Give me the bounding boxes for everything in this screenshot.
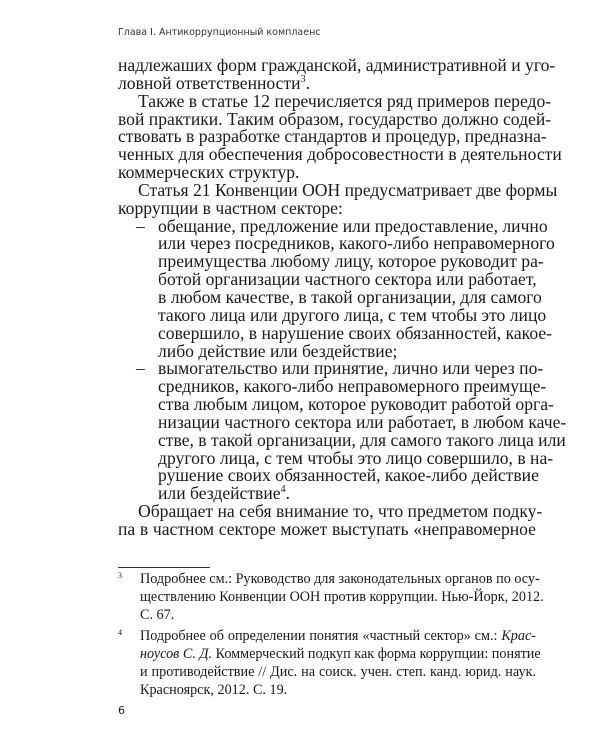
text-line: низации частного сектора или работает, в любом каче- [158,411,567,432]
text-line: ботой организации частного сектора или работает, [158,269,537,290]
list-item [118,215,555,361]
footnote-line [118,645,541,663]
dash-bullet: – [136,215,145,236]
text-line: коммерческих структур. [118,162,300,183]
footnote-line [118,570,540,588]
footnote-line [118,627,536,645]
text-line: или через посредников, какого-либо неправомерного [158,233,555,254]
text-line: надлежаших форм гражданской, административной и уго- [118,55,556,75]
text-line: такого лица или другого лица, с тем чтобы это лицо [158,304,547,325]
page-number: 6 [118,704,125,717]
text: ловной ответственности [118,72,301,93]
text-line: Статья 21 Конвенции ООН предусматривает две формы [138,179,558,200]
author-name: Крас- [501,627,536,644]
text-line: либо действие или бездействие; [158,340,398,361]
text-line: преимущества любому лицу, которое руководит ра- [158,251,544,272]
text: Коммерческий подкуп как форма коррупции: понятие [215,645,541,662]
text-line: Обращает на себя внимание то, что предметом подку- [138,501,543,522]
footnote-number: 4 [118,627,122,637]
text: Подробнее см.: Руководство для законодательных органов по осу- [140,571,540,587]
footnote-ref-3[interactable]: 3 [300,73,306,85]
running-header: Глава I. Антикоррупционный комплаенс [118,27,321,38]
dash-bullet: – [136,358,145,379]
text-line: вой практики. Таким образом, государство должно содей- [118,108,552,129]
footnote-line: и противодействие // Дис. на соиск. учен. степ. канд. юрид. наук. [140,663,536,680]
text-line: Также в статье 12 перечисляется ряд примеров передо- [138,90,552,111]
text: вымогательство или принятие, лично или через по- [158,358,544,379]
footnotes [118,570,544,699]
text-line: ствовать в разработке стандартов и процедур, предназна- [118,126,547,147]
text-line: ченных для обеспечения добросовестности в деятельности [118,144,562,165]
footnote-number: 3 [118,571,122,580]
text-line: па в частном секторе может выступать «неправомерное [118,518,536,539]
footnote-divider [118,567,210,568]
text-line: совершило, в нарушение своих обязанностей, какое- [158,322,553,343]
text-line: ства любым лицом, которое руководит работой орга- [158,394,554,415]
text-line: коррупции в частном секторе: [118,197,343,218]
text-line: в любом качестве, в такой организации, для самого [158,286,542,307]
text-line: стве, в такой организации, для самого такого лица или [158,429,566,450]
text: . [285,483,290,504]
footnote-line: С. 67. [140,607,175,624]
text-line: средников, какого-либо неправомерного преимуще- [158,376,547,397]
text: или бездействие [158,483,281,504]
text: Подробнее об определении понятия «частный сектор» см.: [140,627,502,644]
list-item [118,358,567,504]
text: . [305,72,310,93]
footnote-ref-4[interactable]: 4 [280,484,286,496]
text-line: другого лица, с тем чтобы это лицо совершило, в на- [158,447,554,468]
text-line [118,72,536,93]
footnote-line: ществлению Конвенции ООН против коррупции. Нью-Йорк, 2012. [140,589,544,606]
author-name: ноусов С. Д. [140,645,213,662]
text-line: рушение своих обязанностей, какое-либо действие [158,465,539,486]
text-line [118,485,536,503]
body-text [118,55,567,539]
text: обещание, предложение или предоставление, лично [158,215,548,236]
footnote-line: Красноярск, 2012. С. 19. [140,682,288,699]
